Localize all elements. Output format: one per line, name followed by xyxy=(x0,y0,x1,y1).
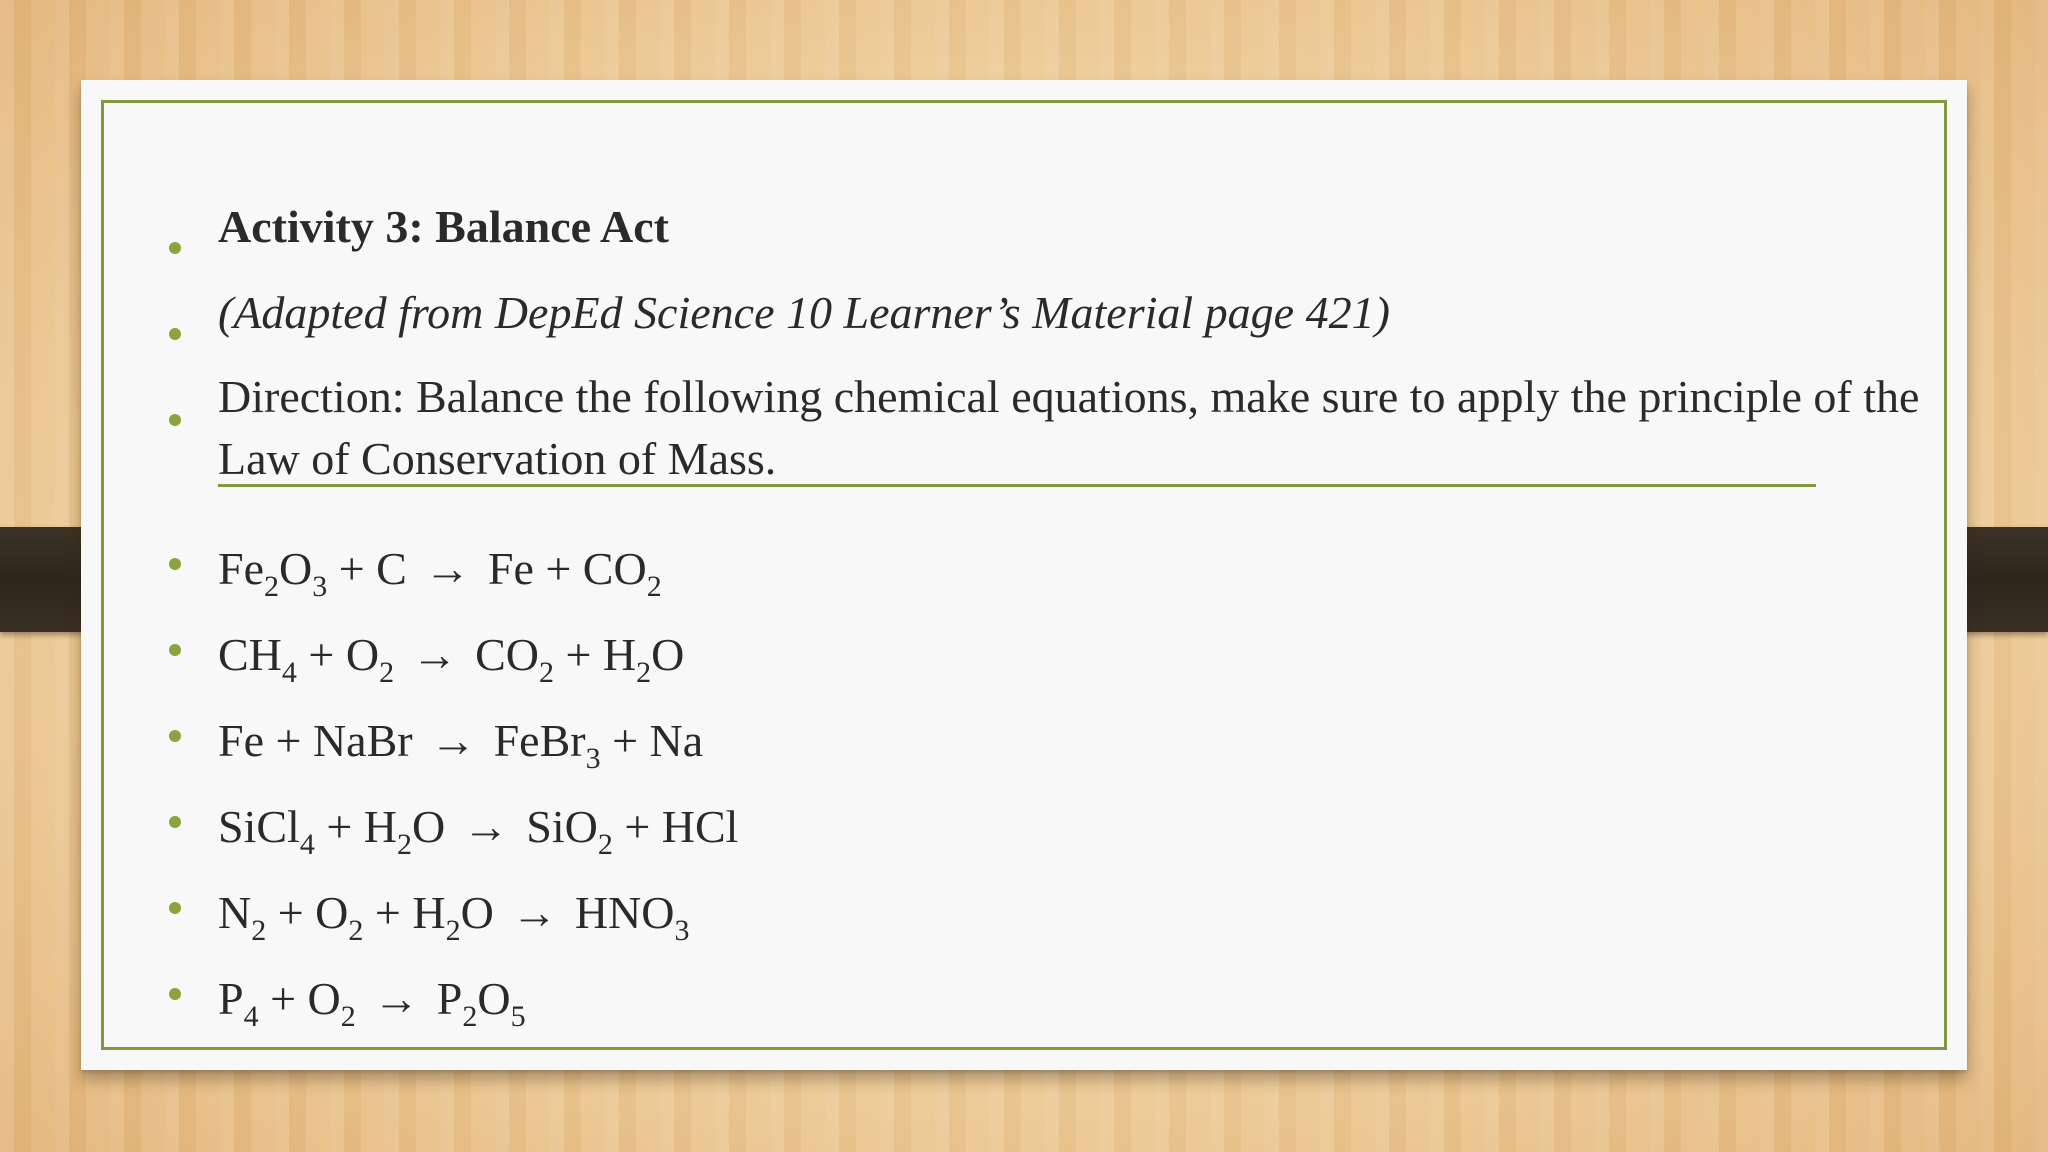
equation-4 xyxy=(218,798,739,861)
formula-text: + H xyxy=(314,801,397,852)
formula-text: O xyxy=(477,973,511,1024)
subscript: 3 xyxy=(312,570,328,603)
subscript: 2 xyxy=(397,828,412,861)
subscript: 2 xyxy=(636,656,652,689)
bullet-icon xyxy=(169,558,181,570)
reaction-arrow-icon: → xyxy=(462,801,509,852)
formula-text: N xyxy=(218,887,252,938)
formula-text: + H xyxy=(553,629,637,680)
subscript: 5 xyxy=(510,1000,526,1033)
subscript: 2 xyxy=(264,570,279,603)
formula-text: HNO xyxy=(563,887,675,938)
equation-2 xyxy=(218,626,685,689)
equation-1 xyxy=(218,540,662,603)
formula-text: + O xyxy=(266,887,349,938)
formula-text: P xyxy=(425,973,463,1024)
bullet-icon xyxy=(169,816,181,828)
formula-text xyxy=(394,629,406,680)
formula-text xyxy=(356,973,368,1024)
formula-text: + O xyxy=(258,973,341,1024)
reaction-arrow-icon: → xyxy=(430,715,477,766)
activity-direction: Direction: Balance the following chemical equations, make sure to apply the principle of the Law of Conservation of Mass. xyxy=(218,371,1920,484)
formula-text: FeBr xyxy=(482,715,586,766)
activity-source: (Adapted from DepEd Science 10 Learner’s Material page 421) xyxy=(218,287,1390,338)
equation-5 xyxy=(218,884,690,947)
formula-text: Fe + NaBr xyxy=(218,715,425,766)
subscript: 4 xyxy=(299,828,315,861)
formula-text: O xyxy=(412,801,457,852)
subscript: 2 xyxy=(340,1000,356,1033)
subscript: 2 xyxy=(538,656,554,689)
formula-text: + O xyxy=(296,629,380,680)
subscript: 2 xyxy=(379,656,395,689)
formula-text: SiCl xyxy=(218,801,300,852)
subscript: 3 xyxy=(674,914,690,947)
bullet-icon xyxy=(169,414,181,426)
bullet-icon xyxy=(169,902,181,914)
formula-text: Fe + CO xyxy=(476,543,647,594)
formula-text: + Na xyxy=(600,715,704,766)
subscript: 2 xyxy=(251,914,267,947)
formula-text: CH xyxy=(218,629,282,680)
formula-text: + HCl xyxy=(612,801,739,852)
subscript: 2 xyxy=(348,914,364,947)
bullet-icon xyxy=(169,988,181,1000)
formula-text: O xyxy=(651,629,685,680)
equation-3 xyxy=(218,712,704,775)
subscript: 2 xyxy=(445,914,461,947)
reaction-arrow-icon: → xyxy=(373,973,420,1024)
reaction-arrow-icon: → xyxy=(511,887,558,938)
formula-text: + C xyxy=(327,543,419,594)
subscript: 2 xyxy=(597,828,613,861)
activity-title: Activity 3: Balance Act xyxy=(218,201,669,252)
formula-text: O xyxy=(460,887,506,938)
reaction-arrow-icon: → xyxy=(411,629,458,680)
bullet-icon xyxy=(169,242,181,254)
formula-text: SiO xyxy=(514,801,598,852)
slide-card xyxy=(81,80,1967,1070)
formula-text: CO xyxy=(463,629,539,680)
bullet-icon xyxy=(169,644,181,656)
direction-rule xyxy=(218,484,1816,487)
reaction-arrow-icon: → xyxy=(424,543,471,594)
subscript: 2 xyxy=(462,1000,478,1033)
bullet-icon xyxy=(169,328,181,340)
formula-text: O xyxy=(279,543,313,594)
equation-6 xyxy=(218,970,526,1033)
subscript: 2 xyxy=(646,570,662,603)
subscript: 4 xyxy=(243,1000,259,1033)
subscript: 3 xyxy=(585,742,601,775)
formula-text: Fe xyxy=(218,543,264,594)
formula-text: + H xyxy=(363,887,446,938)
subscript: 4 xyxy=(281,656,297,689)
formula-text: P xyxy=(218,973,244,1024)
bullet-icon xyxy=(169,730,181,742)
